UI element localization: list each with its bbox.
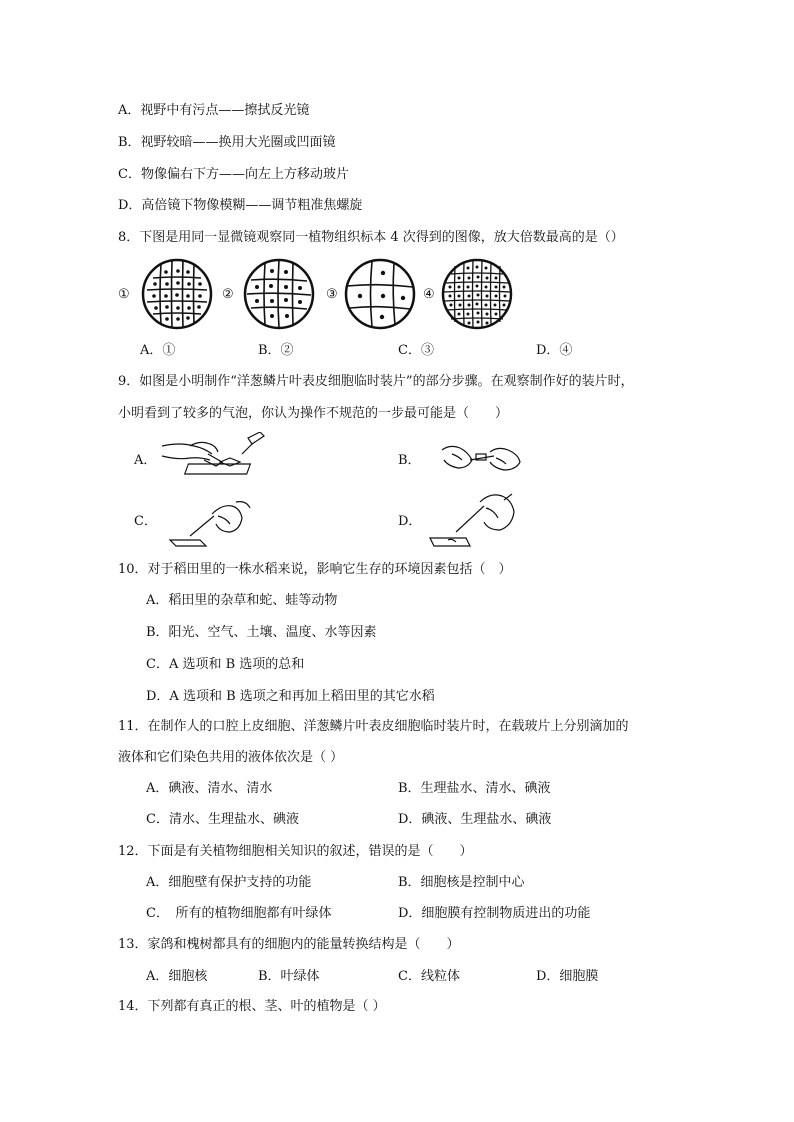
q10-option-b: B．阳光、空气、土壤、温度、水等因素 <box>146 625 377 640</box>
q9-stem-line1: 9．如图是小明制作“洋葱鳞片叶表皮细胞临时装片”的部分步骤。在观察制作好的装片时， <box>118 374 634 389</box>
q11-stem-line1: 11．在制作人的口腔上皮细胞、洋葱鳞片叶表皮细胞临时装片时，在载玻片上分别滴加的 <box>118 719 629 734</box>
q11-option-c: C．清水、生理盐水、碘液 <box>146 812 299 827</box>
q8-cell-figure-3 <box>344 258 416 330</box>
q10-option-d: D．A 选项和 B 选项之和再加上稻田里的其它水稻 <box>146 689 435 704</box>
q12-option-d: D．细胞膜有控制物质进出的功能 <box>398 906 591 921</box>
q12-option-b: B．细胞核是控制中心 <box>398 875 525 890</box>
q13-option-c: C．线粒体 <box>398 969 460 984</box>
q9-step-figure-a <box>160 432 280 484</box>
q12-option-c: C． 所有的植物细胞都有叶绿体 <box>146 906 332 921</box>
q8-figure-label-4: ④ <box>423 287 435 302</box>
q13-option-b: B．叶绿体 <box>258 969 320 984</box>
q13-stem: 13．家鸽和槐树都具有的细胞内的能量转换结构是（ ） <box>118 937 460 952</box>
q13-option-d: D．细胞膜 <box>536 969 599 984</box>
q9-figure-label-d: D． <box>398 514 422 529</box>
q12-stem: 12．下面是有关植物细胞相关知识的叙述，错误的是（ ） <box>118 844 473 859</box>
q8-cell-figure-1 <box>141 258 213 330</box>
q9-step-figure-c <box>166 496 256 552</box>
q9-figure-label-a: A． <box>134 453 157 468</box>
q14-stem: 14．下列都有真正的根、茎、叶的植物是（ ） <box>118 999 386 1014</box>
q13-option-a: A．细胞核 <box>146 969 208 984</box>
q9-step-figure-d <box>426 492 522 552</box>
q10-stem: 10．对于稻田里的一株水稻来说，影响它生存的环境因素包括（ ） <box>118 562 512 577</box>
q8-figure-label-2: ② <box>222 287 234 302</box>
q7-option-a: A．视野中有污点——擦拭反光镜 <box>118 103 310 118</box>
q9-step-figure-b <box>440 440 524 480</box>
q9-figure-label-c: C． <box>134 514 157 529</box>
q9-stem-line2: 小明看到了较多的气泡，你认为操作不规范的一步最可能是（ ） <box>118 406 509 421</box>
q11-option-b: B．生理盐水、清水、碘液 <box>398 781 551 796</box>
q11-option-d: D．碘液、生理盐水、碘液 <box>398 812 552 827</box>
q8-figure-label-1: ① <box>118 287 130 302</box>
q8-figure-label-3: ③ <box>326 287 338 302</box>
q7-option-d: D．高倍镜下物像模糊——调节粗准焦螺旋 <box>118 198 363 213</box>
q8-cell-figure-2 <box>243 258 315 330</box>
q8-stem: 8．下图是用同一显微镜观察同一植物组织标本 4 次得到的图像，放大倍数最高的是（） <box>118 230 624 245</box>
q8-cell-figure-4 <box>441 258 513 330</box>
q10-option-c: C．A 选项和 B 选项的总和 <box>146 657 305 672</box>
q11-stem-line2: 液体和它们染色共用的液体依次是（ ） <box>118 750 344 765</box>
q8-option-b: B．② <box>258 343 294 358</box>
q12-option-a: A．细胞壁有保护支持的功能 <box>146 875 312 890</box>
q8-option-a: A．① <box>140 343 176 358</box>
q9-figure-label-b: B． <box>398 453 421 468</box>
q11-option-a: A．碘液、清水、清水 <box>146 781 273 796</box>
q8-option-d: D．④ <box>536 343 573 358</box>
q7-option-c: C．物像偏右下方——向左上方移动玻片 <box>118 167 349 182</box>
q7-option-b: B．视野较暗——换用大光圈或凹面镜 <box>118 135 336 150</box>
q10-option-a: A．稻田里的杂草和蛇、蛙等动物 <box>146 593 338 608</box>
q8-option-c: C．③ <box>398 343 434 358</box>
